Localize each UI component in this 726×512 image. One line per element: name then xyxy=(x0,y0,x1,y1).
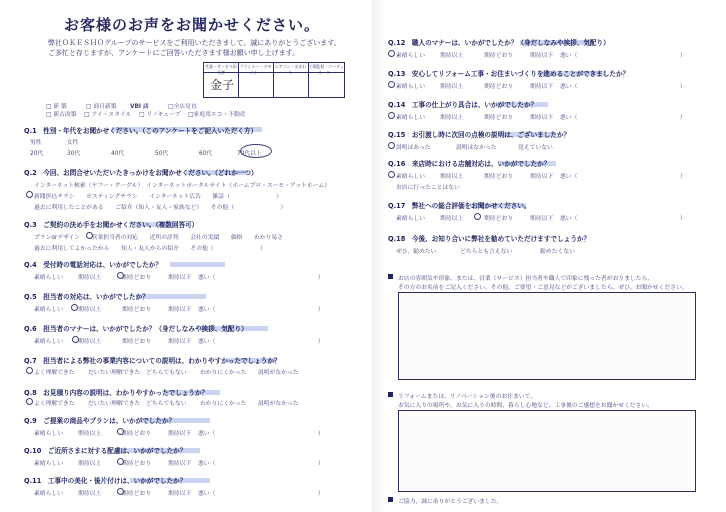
q1-gender-female[interactable]: 女性 xyxy=(66,140,79,146)
q2-selected-mark xyxy=(26,191,33,198)
q13-selected-mark xyxy=(388,81,395,88)
q12-opt-excellent[interactable]: 素晴らしい xyxy=(396,53,425,59)
q11-selected-mark xyxy=(117,488,124,495)
q16-opt-above[interactable]: 期待以上 xyxy=(440,174,464,180)
q12-opt-bad[interactable]: 悪い（ xyxy=(560,53,578,59)
q7-opt-mostly[interactable]: だいたい理解できた xyxy=(88,370,141,376)
q11-scale: 素晴らしい 期待以上 期待どおり 期待以下 悪い（ ） xyxy=(34,488,324,497)
q4-opt-below[interactable]: 期待以下 xyxy=(168,275,192,281)
q18-opt-not-recommend[interactable]: 勧めたくない xyxy=(540,249,575,255)
free-comment-1-box[interactable] xyxy=(398,292,696,380)
q9-opt-excellent[interactable]: 素晴らしい xyxy=(34,431,63,437)
source-row-2 xyxy=(46,109,246,118)
q10-opt-meets[interactable]: 期待どおり xyxy=(122,461,151,467)
q7-opt-hard[interactable]: わかりにくかった xyxy=(200,370,247,376)
q11-opt-meets[interactable]: 期待どおり xyxy=(122,491,151,497)
q1-age-40s[interactable]: 40代 xyxy=(111,151,125,157)
q6-opt-bad[interactable]: 悪い（ xyxy=(198,339,216,345)
closing-message: ご協力、誠にありがとうございました。 xyxy=(398,499,503,505)
q13-opt-bad[interactable]: 悪い（ xyxy=(560,84,578,90)
q16-label: Q.16 来店時における店舗対応は、いかがでしたか？ xyxy=(388,160,551,168)
q13-scale: 素晴らしい 期待以上 期待どおり 期待以下 悪い（ ） xyxy=(396,81,686,90)
q12-label: Q.12 職人のマナーは、いかがでしたか？（身だしなみや挨拶、気配り） xyxy=(388,39,610,47)
q10-opt-below[interactable]: 期待以下 xyxy=(168,461,192,467)
q15-options xyxy=(396,142,553,151)
q12-opt-meets[interactable]: 期待どおり xyxy=(484,53,513,59)
q4-scale: 素晴らしい 期待以上 期待どおり 期待以下 悪い（ ） xyxy=(34,272,324,281)
q2-line-2: 新聞折込チラシ ポスティングチラシ インターネット広告 雑誌（ ） xyxy=(34,194,283,200)
q4-opt-above[interactable]: 期待以上 xyxy=(78,275,102,281)
q14-opt-below[interactable]: 期待以下 xyxy=(530,115,554,121)
q16-selected-mark xyxy=(388,171,395,178)
q17-opt-meets[interactable]: 期待どおり xyxy=(484,216,513,222)
q6-scale: 素晴らしい 期待以上 期待どおり 期待以下 悪い（ ） xyxy=(34,336,324,345)
source-opt-rinocube[interactable]: □ リノキューブ xyxy=(139,112,181,118)
q1-gender-row xyxy=(30,137,78,146)
free-comment-2-line-1: リフォームまたは、リノベーション後のお住まいで、 xyxy=(398,394,537,400)
q6-selected-mark xyxy=(72,336,79,343)
q17-scale: 素晴らしい 期待以上 期待どおり 期待以下 悪い（ ） xyxy=(396,213,686,222)
q18-options xyxy=(396,246,575,255)
q12-scale: 素晴らしい 期待以上 期待どおり 期待以下 悪い（ ） xyxy=(396,50,686,59)
q13-label: Q.13 安心してリフォーム工事・お住まいづくりを進めることができましたか？ xyxy=(388,70,630,78)
free-comment-1-line-2: その方のお名前をご記入ください。その他、ご要望・ご意見などがございましたら、ぜひ、お聞かせください。 xyxy=(398,285,688,291)
staff-stamp-table xyxy=(203,62,345,98)
q6-opt-excellent[interactable]: 素晴らしい xyxy=(34,339,63,345)
free-comment-2-line-2: お気に入りの場所や、お気に入りの時間、暮らし心地など、工事後のご感想をお聞かせください。 xyxy=(398,403,653,409)
q16-opt-below[interactable]: 期待以下 xyxy=(530,174,554,180)
q13-opt-excellent[interactable]: 素晴らしい xyxy=(396,84,425,90)
q8-opt-understood[interactable]: よく理解できた xyxy=(34,401,75,407)
q9-opt-below[interactable]: 期待以下 xyxy=(168,431,192,437)
q6-label: Q.6 担当者のマナーは、いかがでしたか？（身だしなみや挨拶、気配り） xyxy=(24,325,248,333)
q17-label: Q.17 弊社への総合評価をお聞かせください。 xyxy=(388,202,531,210)
q4-label: Q.4 受付時の電話対応は、いかがでしたか？ xyxy=(24,261,162,269)
q1-age-60s[interactable]: 60代 xyxy=(199,151,213,157)
q5-opt-bad[interactable]: 悪い（ xyxy=(198,307,216,313)
q7-opt-none[interactable]: 説明がなかった xyxy=(258,370,299,376)
q5-opt-below[interactable]: 期待以下 xyxy=(168,307,192,313)
q3-label: Q.3 ご契約の決め手をお聞かせください。（複数回答可） xyxy=(24,221,199,229)
stamp-handwritten-name: 金子 xyxy=(210,78,235,92)
page-title: お客様のお声をお聞かせください。 xyxy=(64,16,321,34)
q11-opt-below[interactable]: 期待以下 xyxy=(168,491,192,497)
q16-opt-bad[interactable]: 悪い（ xyxy=(560,174,578,180)
q7-opt-neutral[interactable]: どちらでもない xyxy=(146,370,187,376)
q7-label: Q.7 担当者による弊社の事業内容についての説明は、わかりやすかったでしょうか？ xyxy=(24,357,281,365)
q14-opt-meets[interactable]: 期待どおり xyxy=(484,115,513,121)
q1-age-50s[interactable]: 50代 xyxy=(155,151,169,157)
q4-opt-excellent[interactable]: 素晴らしい xyxy=(34,275,63,281)
q18-label: Q.18 今後、お知り合いに弊社を勧めていただけますでしょうか？ xyxy=(388,235,591,243)
q16-opt-excellent[interactable]: 素晴らしい xyxy=(396,174,425,180)
q13-opt-below[interactable]: 期待以下 xyxy=(530,84,554,90)
q15-opt-dont-remember[interactable]: 覚えていない xyxy=(518,145,553,151)
q11-opt-bad[interactable]: 悪い（ xyxy=(198,491,216,497)
q5-selected-mark xyxy=(71,304,78,311)
q3-line-1: プランorデザイン 営業担当者の対応 近所の評判 会社の実績 価格 わかり易さ xyxy=(34,235,283,241)
q14-scale: 素晴らしい 期待以上 期待どおり 期待以下 悪い（ ） xyxy=(396,112,686,121)
page-fold-shadow xyxy=(372,0,386,512)
q5-scale: 素晴らしい 期待以上 期待どおり 期待以下 悪い（ ） xyxy=(34,304,324,313)
q7-scale xyxy=(34,367,299,376)
q9-label: Q.9 ご提案の商品やプランは、いかがでしたか？ xyxy=(24,417,176,425)
stamp-label-aircon: エアコン・水まわり xyxy=(274,64,307,75)
source-opt-shinchiku[interactable]: □ 新 築 xyxy=(46,104,67,110)
q8-selected-mark xyxy=(26,398,33,405)
q4-opt-bad[interactable]: 悪い（ xyxy=(198,275,216,281)
q1-age-20s[interactable]: 20代 xyxy=(30,151,44,157)
q8-label: Q.8 お見積り内容の説明は、わかりやすかったでしょうか？ xyxy=(24,389,209,397)
q6-opt-below[interactable]: 期待以下 xyxy=(168,339,192,345)
q8-opt-hard[interactable]: わかりにくかった xyxy=(200,401,247,407)
q13-opt-meets[interactable]: 期待どおり xyxy=(484,84,513,90)
q18-opt-neutral[interactable]: どちらとも言えない xyxy=(460,249,513,255)
free-comment-2-bullet xyxy=(388,392,393,397)
q14-opt-above[interactable]: 期待以上 xyxy=(440,115,464,121)
q15-opt-explained[interactable]: 説明はあった xyxy=(396,145,431,151)
free-comment-1-bullet xyxy=(388,274,393,279)
q17-selected-mark xyxy=(474,213,481,220)
q1-selected-circle xyxy=(240,144,272,158)
q7-selected-mark xyxy=(26,367,33,374)
q17-opt-bad[interactable]: 悪い（ xyxy=(560,216,578,222)
q10-scale: 素晴らしい 期待以上 期待どおり 期待以下 悪い（ ） xyxy=(34,458,324,467)
q1-age-30s[interactable]: 30代 xyxy=(67,151,81,157)
q5-label: Q.5 担当者の対応は、いかがでしたか？ xyxy=(24,293,149,301)
q4-selected-mark xyxy=(117,272,124,279)
q8-opt-none[interactable]: 説明がなかった xyxy=(258,401,299,407)
q15-label: Q.15 お引渡し時に次回の点検の説明は、ございましたか？ xyxy=(388,131,571,139)
q18-opt-recommend[interactable]: ぜひ、勧めたい xyxy=(396,249,437,255)
q8-scale xyxy=(34,398,299,407)
q14-opt-bad[interactable]: 悪い（ xyxy=(560,115,578,121)
q16-opt-meets[interactable]: 期待どおり xyxy=(484,174,513,180)
q13-opt-above[interactable]: 期待以上 xyxy=(440,84,464,90)
q8-opt-neutral[interactable]: どちらでもない xyxy=(146,401,187,407)
q9-scale: 素晴らしい 期待以上 期待どおり 期待以下 悪い（ ） xyxy=(34,428,324,437)
q9-opt-meets[interactable]: 期待どおり xyxy=(122,431,151,437)
q16-scale: 素晴らしい 期待以上 期待どおり 期待以下 悪い（ ） xyxy=(396,171,686,180)
q12-opt-above[interactable]: 期待以上 xyxy=(440,53,464,59)
q14-selected-mark xyxy=(388,112,395,119)
q11-opt-excellent[interactable]: 素晴らしい xyxy=(34,491,63,497)
q1-age-70s-plus[interactable]: 70代以上 xyxy=(237,151,262,157)
q9-opt-above[interactable]: 期待以上 xyxy=(78,431,102,437)
q5-opt-above[interactable]: 期待以上 xyxy=(78,307,102,313)
q8-opt-mostly[interactable]: だいたい理解できた xyxy=(88,401,141,407)
q7-opt-understood[interactable]: よく理解できた xyxy=(34,370,75,376)
source-opt-kaichiku[interactable]: □ 新古改築 xyxy=(46,112,77,118)
free-comment-2-box[interactable] xyxy=(398,410,696,492)
q6-opt-meets[interactable]: 期待どおり xyxy=(122,339,151,345)
q17-opt-above[interactable]: 期待以上 xyxy=(440,216,464,222)
q10-opt-above[interactable]: 期待以上 xyxy=(78,461,102,467)
q12-selected-mark xyxy=(388,50,395,57)
q15-selected-mark xyxy=(388,142,395,149)
q15-opt-not-explained[interactable]: 説明はなかった xyxy=(456,145,497,151)
q6-opt-above[interactable]: 期待以上 xyxy=(78,339,102,345)
intro-line-2: ご多忙と存じますが、アンケートにご回答いただきます様お願い申し上げます。 xyxy=(48,49,300,57)
q3-line-2: 過去に利用してよかったから 知人・友人からの紹介 その他（ ） xyxy=(34,246,266,252)
q5-opt-meets[interactable]: 期待どおり xyxy=(122,307,151,313)
q9-selected-mark xyxy=(117,428,124,435)
source-opt-all[interactable]: □全店見直 xyxy=(168,104,197,110)
q14-opt-excellent[interactable]: 素晴らしい xyxy=(396,115,425,121)
source-opt-vbi[interactable]: VBI 店 xyxy=(129,104,149,110)
q12-opt-below[interactable]: 期待以下 xyxy=(530,53,554,59)
stamp-label-planner: プランナー・デザイナー xyxy=(239,64,272,75)
q10-selected-mark xyxy=(117,458,124,465)
q1-label: Q.1 性別・年代をお聞かせください。（このアンケートをご記入いただく方） xyxy=(24,127,258,135)
intro-line-1: 弊社ＯＫＥＳＨＯグループのサービスをご利用いただきまして、誠にありがとうございます。 xyxy=(48,39,341,47)
q17-opt-excellent[interactable]: 素晴らしい xyxy=(396,216,425,222)
stamp-label-sales: 営業・サービス担当者 xyxy=(205,64,237,75)
q9-opt-bad[interactable]: 悪い（ xyxy=(198,431,216,437)
q10-label: Q.10 ご近所さまに対する配慮は、いかがでしたか？ xyxy=(24,447,187,455)
closing-bullet xyxy=(388,497,393,502)
q5-opt-excellent[interactable]: 素晴らしい xyxy=(34,307,63,313)
q17-opt-below[interactable]: 期待以下 xyxy=(530,216,554,222)
source-opt-shouni[interactable]: □ 商日新築 xyxy=(86,104,117,110)
q1-gender-male[interactable]: 男性 xyxy=(30,140,42,146)
q2-line-3: 過去に利用したことがある ご紹介（知人・友人・家族など） その他（ ） xyxy=(34,205,287,211)
stamp-label-supervisor: 工事監督・コーディネーター xyxy=(308,64,344,75)
q10-opt-excellent[interactable]: 素晴らしい xyxy=(34,461,63,467)
q2-label: Q.2 今回、お問合せいただいたきっかけをお聞かせください。（どれか一つ） xyxy=(24,169,258,177)
q11-opt-above[interactable]: 期待以上 xyxy=(78,491,102,497)
q10-opt-bad[interactable]: 悪い（ xyxy=(198,461,216,467)
q16-never-visited[interactable]: お店に行ったことはない xyxy=(396,185,460,191)
source-opt-istyle[interactable]: □ アイ・スタイル xyxy=(84,112,132,118)
q3-selected-mark xyxy=(86,232,93,239)
q2-line-1: インターネット検索（ヤフー・グーグル） インターネットポータルサイト（ホームプロ・スーモ・アットホーム） xyxy=(34,183,331,189)
q1-age-row xyxy=(30,148,262,157)
q4-opt-meets[interactable]: 期待どおり xyxy=(122,275,151,281)
source-opt-eco[interactable]: □家庭用エコ・不動産 xyxy=(188,112,246,118)
free-comment-1-line-1: お店の雰囲気や印象、または、営業（サービス）担当者や職人で印象に残った者がおりましたら、 xyxy=(398,276,654,282)
q14-label: Q.14 工事の仕上がり具合は、いかがでしたか？ xyxy=(388,101,538,109)
q11-label: Q.11 工事中の美化・後片付けは、いかがでしたか？ xyxy=(24,477,187,485)
